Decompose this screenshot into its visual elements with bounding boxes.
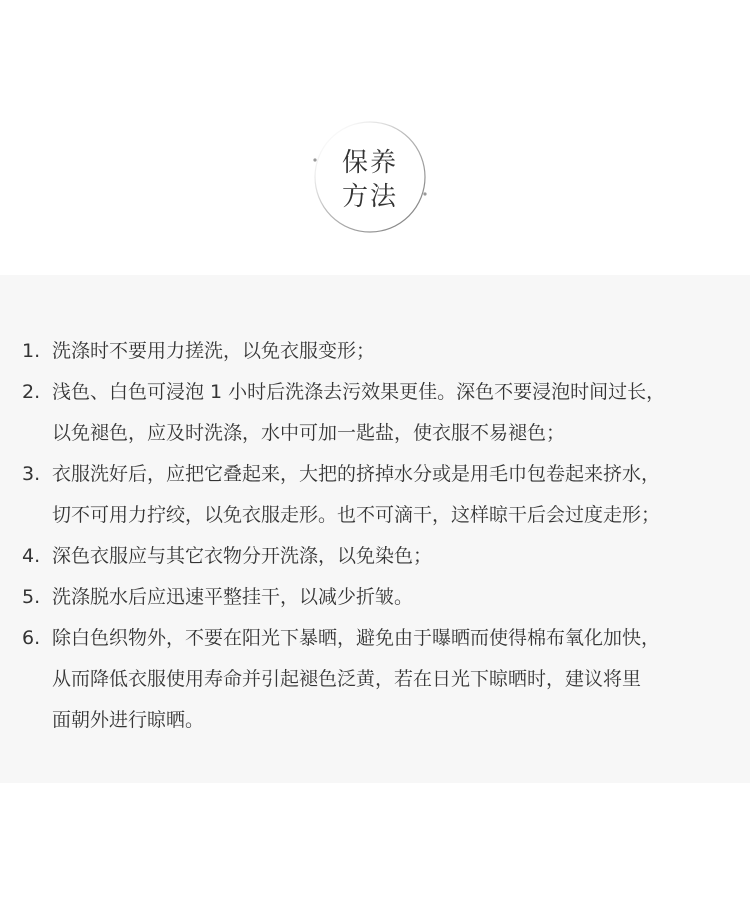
care-item-4 xyxy=(22,536,722,577)
section-title-line-2: 方法 xyxy=(341,182,398,212)
care-item-text: 除白色织物外，不要在阳光下暴晒，避免由于曝晒而使得棉布氧化加快， xyxy=(52,627,661,649)
care-item-number: 2. xyxy=(22,381,41,403)
care-item-number: 4. xyxy=(22,545,41,567)
care-item-text: 洗涤时不要用力搓洗，以免衣服变形； xyxy=(52,340,376,362)
care-item-text: 切不可用力拧绞，以免衣服走形。也不可滴干，这样晾干后会过度走形； xyxy=(52,504,661,526)
care-item-3 xyxy=(22,454,722,536)
care-item-2 xyxy=(22,372,722,454)
care-item-number: 3. xyxy=(22,463,41,485)
care-item-text: 从而降低衣服使用寿命并引起褪色泛黄，若在日光下晾晒时，建议将里 xyxy=(52,668,642,690)
section-title-badge xyxy=(313,120,427,234)
care-item-number: 5. xyxy=(22,586,41,608)
care-item-1 xyxy=(22,331,722,372)
care-item-6 xyxy=(22,618,722,741)
care-item-text: 面朝外进行晾晒。 xyxy=(52,709,205,731)
care-item-number: 6. xyxy=(22,627,41,649)
care-item-5 xyxy=(22,577,722,618)
care-item-text: 洗涤脱水后应迅速平整挂干，以减少折皱。 xyxy=(52,586,414,608)
care-item-text: 深色衣服应与其它衣物分开洗涤，以免染色； xyxy=(52,545,433,567)
care-item-number: 1. xyxy=(22,340,41,362)
care-item-text: 浅色、白色可浸泡 1 小时后洗涤去污效果更佳。深色不要浸泡时间过长， xyxy=(52,381,666,403)
care-item-text: 以免褪色，应及时洗涤，水中可加一匙盐，使衣服不易褪色； xyxy=(52,422,566,444)
care-instructions-panel xyxy=(0,275,750,783)
care-item-text: 衣服洗好后，应把它叠起来，大把的挤掉水分或是用毛巾包卷起来挤水， xyxy=(52,463,661,485)
section-title-line-1: 保养 xyxy=(341,148,398,178)
section-title xyxy=(313,146,427,214)
care-instructions-list xyxy=(22,331,722,741)
